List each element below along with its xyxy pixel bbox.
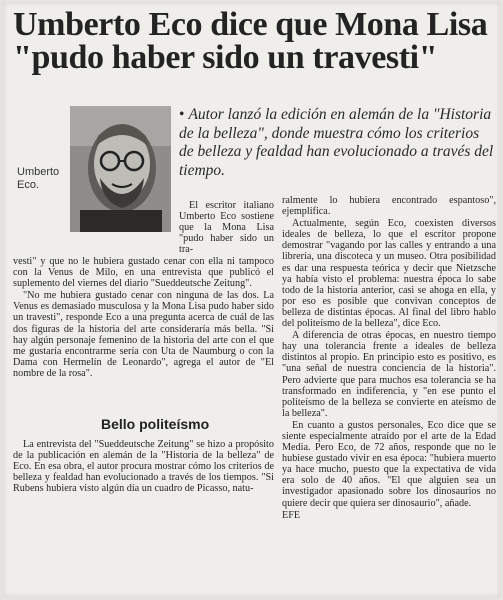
subhead: Bello politeísmo xyxy=(101,416,210,432)
headline-line-2: "pudo haber sido un travesti" xyxy=(13,39,438,76)
body-column-1-bottom xyxy=(13,439,274,495)
headline xyxy=(13,8,498,74)
body-column-1-top xyxy=(179,200,274,256)
paragraph-5: A diferencia de otras épocas, en nuestro tiempo hay una tolerancia frente a ideales de belleza distintos al propio. En principio esto es positivo, es "una señal de nuestra conciencia de la historia". Pero advierte que para muchos esa tolerancia se ha transformado en indiferencia, y "en ese punto el politeísmo de la belleza se convierte en ateísmo de la belleza". xyxy=(282,330,496,419)
paragraph-3: La entrevista del "Sueddeutsche Zeitung" se hizo a propósito de la publicación en alemán de la "Historia de la belleza" de Eco. En esa obra, el autor procura mostrar cómo los criterios de belleza y fealdad han evolucionado a través de los tiempos. "Si Rubens hubiera visto algún día un cuadro de Picasso, natu- xyxy=(13,439,274,495)
photo-caption-line-2: Eco. xyxy=(17,179,40,191)
paragraph-6: En cuanto a gustos personales, Eco dice que se siente especialmente atraído por el arte de la Edad Media. Pero Eco, de 72 años, responde que no le hubiese gustado vivir en esa época: "hubiera muerto ya hace mucho, puesto que la expectativa de vida era solo de 40 años. "El que alguien sea un investigador apasionado sobre los dinosaurios no quiere decir que quiera ser dinosaurio", añade. xyxy=(282,419,496,509)
body-column-1 xyxy=(13,256,274,380)
paragraph-1-continued: vesti" y que no le hubiera gustado cenar con ella ni tampoco con la Venus de Milo, en una entrevista que publicó el suplemento del viernes del diario "Sueddeutsche Zeitung". xyxy=(13,256,274,290)
article-deck xyxy=(179,106,497,180)
body-column-2 xyxy=(282,195,496,521)
photo-caption-line-1: Umberto xyxy=(17,166,60,178)
deck-bullet: • xyxy=(179,106,185,123)
paragraph-4: Actualmente, según Eco, coexisten diversos ideales de belleza, lo que el escritor propone demostrar "vagando por las calles y entrando a una librería, una discoteca y un museo. Otra posibilidad es dar una respuesta teórica y decir que Nietzsche ya había visto el problema: nuestra época lo sabe todo de la historia anterior, casi se ahoga en ella, y por eso es posible que convivan conceptos de belleza de distintas épocas. Al final del libro hablo del politeísmo de la belleza", dice Eco. xyxy=(282,218,496,330)
author-portrait-photo xyxy=(70,106,171,232)
paragraph-2: "No me hubiera gustado cenar con ninguna de las dos. La Venus es demasiado musculosa y la Mona Lisa pudo haber sido un travesti", responde Eco a una pregunta acerca de cuál de las dos figuras de la historia del arte consideraría más bella. "Si hay algún personaje femenino de la historia del arte con el que me gustaría encontrarme sería con Uta de Naumburg o con la Dama con Hermelín de Leonardo", agrega el autor de "El nombre de la rosa". xyxy=(13,290,274,379)
paragraph-3-continued: ralmente lo hubiera encontrado espantoso", ejemplifica. xyxy=(282,195,496,218)
photo-caption xyxy=(17,166,67,192)
paragraph-1-start: El escritor italiano Umberto Eco sostiene que la Mona Lisa "pudo haber sido un tra- xyxy=(179,200,274,256)
signature: EFE xyxy=(282,509,301,521)
deck-text: Autor lanzó la edición en alemán de la "Historia de la belleza", donde muestra cómo los criterios de belleza y fealdad han evolucionado a través del tiempo. xyxy=(179,106,494,179)
newspaper-clipping xyxy=(3,2,500,597)
headline-line-1: Umberto Eco dice que Mona Lisa xyxy=(13,6,488,43)
